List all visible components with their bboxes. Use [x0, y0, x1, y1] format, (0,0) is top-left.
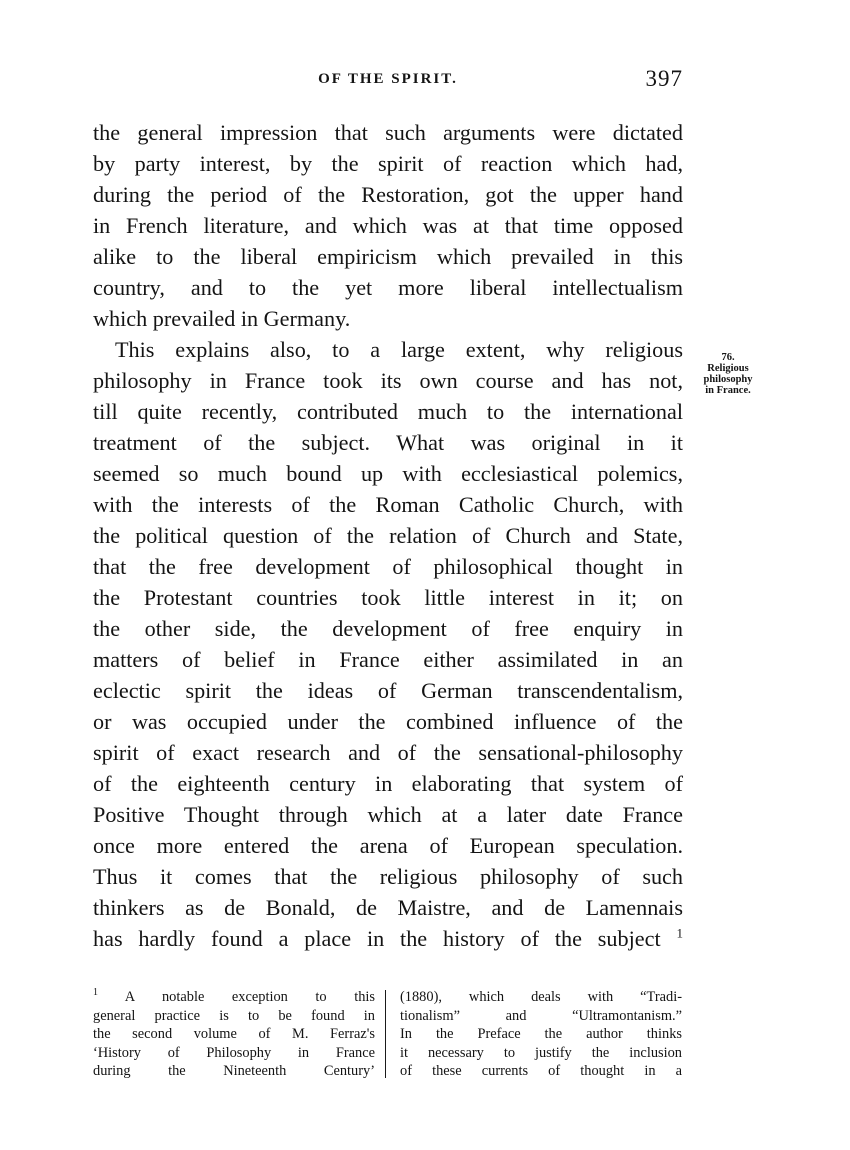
- paragraph-continued: [93, 117, 683, 334]
- text-line-with-footnote-ref: [93, 923, 683, 954]
- text-line: Thus it comes that the religious philosophy of such: [93, 864, 683, 889]
- margin-note: [690, 352, 766, 396]
- text-line: spirit of exact research and of the sensational-philosophy: [93, 740, 683, 765]
- text-line: that the free development of philosophical thought in: [93, 554, 683, 579]
- footnote-text: A notable exception to this: [124, 989, 375, 1005]
- footnote-column-divider: [385, 990, 386, 1078]
- text-line: seemed so much bound up with ecclesiastical polemics,: [93, 461, 683, 486]
- running-head: [93, 66, 683, 98]
- text-line: till quite recently, contributed much to the international: [93, 399, 683, 424]
- text-line: by party interest, by the spirit of reaction which had,: [93, 151, 683, 176]
- footnote-column-right: [400, 988, 682, 1081]
- text-line: the other side, the development of free enquiry in: [93, 616, 683, 641]
- text-line: thinkers as de Bonald, de Maistre, and de Lamennais: [93, 895, 683, 920]
- footnote-column-left: [93, 988, 375, 1081]
- text-line: This explains also, to a large extent, why religious: [115, 337, 683, 362]
- text-line: in French literature, and which was at that time opposed: [93, 213, 683, 238]
- paragraph-religious-philosophy: [93, 334, 683, 954]
- footnote-reference[interactable]: 1: [676, 925, 683, 941]
- text-line: country, and to the yet more liberal intellectualism: [93, 275, 683, 300]
- footnote-line: (1880), which deals with “Tradi-: [400, 989, 682, 1005]
- footnote-line: of these currents of thought in a: [400, 1063, 682, 1079]
- text-line: during the period of the Restoration, got the upper hand: [93, 182, 683, 207]
- text-line: the Protestant countries took little interest in it; on: [93, 585, 683, 610]
- footnote-line: the second volume of M. Ferraz's: [93, 1026, 375, 1042]
- footnote-line: [93, 988, 375, 1007]
- text-line: with the interests of the Roman Catholic Church, with: [93, 492, 683, 517]
- margin-note-line: Religious: [707, 363, 749, 374]
- text-line: which prevailed in Germany.: [93, 306, 351, 331]
- text-line: matters of belief in France either assimilated in an: [93, 647, 683, 672]
- text-line: eclectic spirit the ideas of German transcendentalism,: [93, 678, 683, 703]
- margin-note-number: 76.: [721, 352, 735, 363]
- running-title: OF THE SPIRIT.: [318, 71, 458, 87]
- footnote-area: [93, 988, 683, 1080]
- footnote-line: it necessary to justify the inclusion: [400, 1044, 682, 1061]
- text-line: the general impression that such arguments were dictated: [93, 120, 683, 145]
- footnote-line: ‘History of Philosophy in France: [93, 1044, 375, 1061]
- footnote-marker: 1: [93, 987, 98, 999]
- margin-note-line: philosophy: [703, 374, 753, 385]
- text-line: or was occupied under the combined influence of the: [93, 709, 683, 734]
- text-line: alike to the liberal empiricism which prevailed in this: [93, 244, 683, 269]
- main-text: [93, 117, 683, 954]
- text-line: of the eighteenth century in elaborating that system of: [93, 771, 683, 796]
- margin-note-line: in France.: [705, 385, 751, 396]
- text-line: once more entered the arena of European speculation.: [93, 833, 683, 858]
- text-line: the political question of the relation of Church and State,: [93, 523, 683, 548]
- footnote-line: tionalism” and “Ultramontanism.”: [400, 1007, 682, 1024]
- text-line: philosophy in France took its own course and has not,: [93, 368, 683, 393]
- footnote-line: In the Preface the author thinks: [400, 1026, 682, 1042]
- footnote-line: during the Nineteenth Century’: [93, 1063, 375, 1079]
- text-line: treatment of the subject. What was original in it: [93, 430, 683, 455]
- text-line: Positive Thought through which at a later date France: [93, 802, 683, 827]
- footnote-line: general practice is to be found in: [93, 1007, 375, 1024]
- page-number: 397: [645, 66, 683, 91]
- text-line: has hardly found a place in the history of the subject: [93, 926, 661, 951]
